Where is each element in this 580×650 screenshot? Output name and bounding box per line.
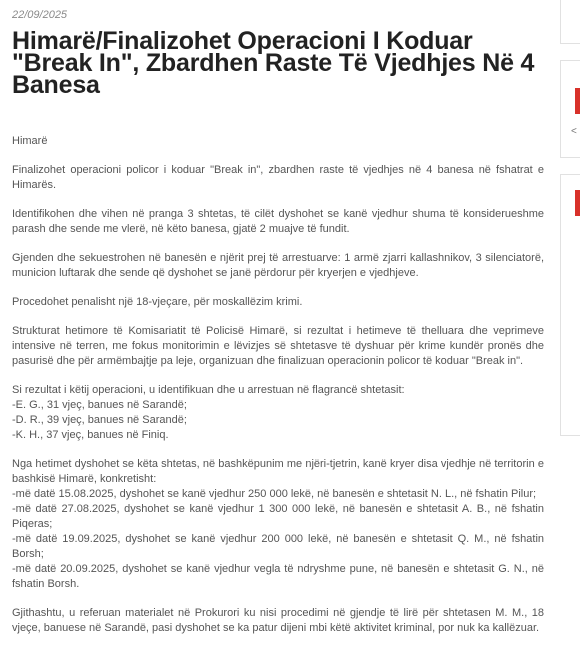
paragraph-line: -më datë 20.09.2025, dyshohet se kanë vjedhur vegla të ndryshme pune, në banesën e shtetasit G. N., në fshatin Borsh.	[12, 563, 544, 590]
paragraph-line: Gjenden dhe sekuestrohen në banesën e njërit prej të arrestuarve: 1 armë zjarri kallashnikov, 3 silenciatorë, municion luftarak dhe sende që dyshohet se janë përdorur për kryerjen e vjedhjeve.	[12, 252, 544, 279]
sidebar-accent	[575, 190, 580, 216]
article-place: Himarë	[12, 135, 48, 147]
sidebar-widget	[560, 0, 580, 44]
article	[12, 0, 544, 650]
share-icon[interactable]: <	[571, 126, 577, 137]
paragraph-line: Procedohet penalisht një 18-vjeçare, për moskallëzim krimi.	[12, 296, 303, 308]
article-paragraphs	[12, 163, 544, 636]
article-paragraph	[12, 457, 544, 592]
article-paragraph	[12, 324, 544, 369]
paragraph-line: -K. H., 37 vjeç, banues në Finiq.	[12, 429, 169, 441]
article-date: 22/09/2025	[12, 9, 68, 21]
right-sidebar	[560, 0, 580, 600]
article-paragraph	[12, 163, 544, 193]
paragraph-line: -D. R., 39 vjeç, banues në Sarandë;	[12, 414, 187, 426]
paragraph-line: Si rezultat i këtij operacioni, u identifikuan dhe u arrestuan në flagrancë shtetasit:	[12, 384, 405, 396]
article-paragraph	[12, 295, 544, 310]
paragraph-line: -më datë 15.08.2025, dyshohet se kanë vjedhur 250 000 lekë, në banesën e shtetasit N. L., në fshatin Pilur;	[12, 488, 537, 500]
article-headline: Himarë/Finalizohet Operacioni I Koduar "Break In", Zbardhen Raste Të Vjedhjes Në 4 Banesa	[12, 27, 535, 99]
paragraph-line: -E. G., 31 vjeç, banues në Sarandë;	[12, 399, 187, 411]
paragraph-line: -më datë 27.08.2025, dyshohet se kanë vjedhur 1 300 000 lekë, në banesën e shtetasit A. B., në fshatin Piqeras;	[12, 503, 544, 530]
article-paragraph	[12, 207, 544, 237]
article-paragraph	[12, 383, 544, 443]
paragraph-line: Identifikohen dhe vihen në pranga 3 shtetas, të cilët dyshohet se kanë vjedhur shuma të konsiderueshme parash dhe sende me vlerë, në këto banesa, gjatë 2 muajve të fundit.	[12, 208, 544, 235]
paragraph-line: Gjithashtu, u referuan materialet në Prokurori ku nisi procedimi në gjendje të lirë për shtetasen M. M., 18 vjeçe, banuese në Sarandë, pasi dyshohet se ka patur dijeni mbi këtë aktivitet kriminal, por nuk ka kallëzuar.	[12, 607, 544, 634]
article-body	[12, 134, 544, 636]
paragraph-line: Strukturat hetimore të Komisariatit të Policisë Himarë, si rezultat i hetimeve të thelluara dhe veprimeve intensive në terren, me fokus monitorimin e lëvizjes së shtetasve të dyshuar për krime kundër pronës dhe pasurisë dhe për armëmbajtje pa leje, organizuan dhe finalizuan operacionin policor të koduar "Break in".	[12, 325, 544, 367]
sidebar-accent	[575, 88, 580, 114]
article-paragraph	[12, 251, 544, 281]
paragraph-line: Nga hetimet dyshohet se këta shtetas, në bashkëpunim me njëri-tjetrin, kanë kryer disa vjedhje në territorin e bashkisë Himarë, konkretisht:	[12, 458, 544, 485]
article-paragraph	[12, 606, 544, 636]
paragraph-line: -më datë 19.09.2025, dyshohet se kanë vjedhur 200 000 lekë, në banesën e shtetasit Q. M., në fshatin Borsh;	[12, 533, 544, 560]
paragraph-line: Finalizohet operacioni policor i koduar "Break in", zbardhen raste të vjedhjes në 4 banesa në fshatrat e Himarës.	[12, 164, 544, 191]
